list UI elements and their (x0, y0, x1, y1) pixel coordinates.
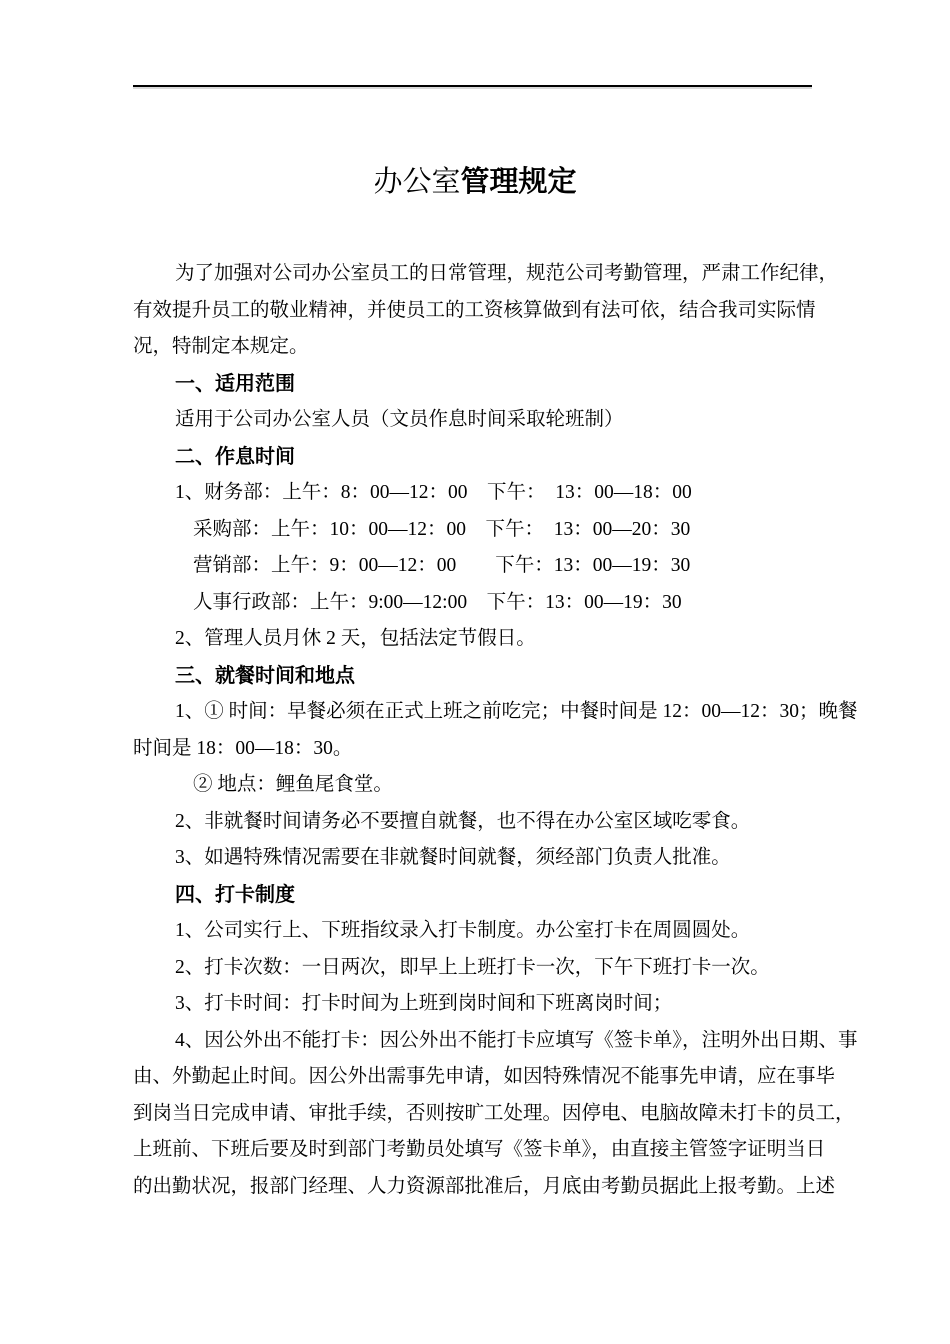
punch-rule-1: 1、公司实行上、下班指纹录入打卡制度。办公室打卡在周圆圆处。 (175, 920, 751, 941)
intro-line-1: 为了加强对公司办公室员工的日常管理，规范公司考勤管理，严肃工作纪律， (175, 263, 839, 284)
punch-rule-3: 3、打卡时间：打卡时间为上班到岗时间和下班离岗时间； (175, 993, 673, 1014)
page-title-regular-segment: 办公室 (373, 166, 461, 198)
section-heading-4: 四、打卡制度 (175, 883, 295, 906)
punch-rule-2: 2、打卡次数：一日两次，即早上上班打卡一次，下午下班打卡一次。 (175, 956, 770, 978)
punch-rule-4-line-5: 的出勤状况，报部门经理、人力资源部批准后，月底由考勤员据此上报考勤。上述 (133, 1175, 836, 1197)
meal-rule-3: 3、如遇特殊情况需要在非就餐时间就餐，须经部门负责人批准。 (175, 847, 731, 868)
meal-time-line-1: 1、① 时间：早餐必须在正式上班之前吃完；中餐时间是 12：00—12：30；晚餐 (175, 701, 858, 722)
punch-rule-4-line-4: 上班前、下班后要及时到部门考勤员处填写《签卡单》，由直接主管签字证明当日 (133, 1139, 826, 1160)
section-heading-3: 三、就餐时间和地点 (175, 664, 355, 687)
schedule-hr-admin: 人事行政部：上午：9:00—12:00 下午：13：00—19：30 (193, 591, 682, 613)
document-body (133, 256, 858, 1205)
intro-line-2: 有效提升员工的敬业精神，并使员工的工资核算做到有法可依，结合我司实际情 (133, 299, 816, 321)
punch-rule-4-line-2: 由、外勤起止时间。因公外出需事先申请，如因特殊情况不能事先申请，应在事毕 (133, 1066, 836, 1087)
meal-place: ② 地点：鲤鱼尾食堂。 (193, 774, 393, 795)
schedule-marketing: 营销部：上午：9：00—12：00 下午：13：00—19：30 (193, 555, 691, 576)
schedule-finance: 1、财务部：上午：8：00—12：00 下午： 13：00—18：00 (175, 482, 692, 503)
meal-rule-2: 2、非就餐时间请务必不要擅自就餐，也不得在办公室区域吃零食。 (175, 810, 751, 832)
page-title-bold-segment: 管理规定 (460, 166, 577, 198)
punch-rule-4-line-3: 到岗当日完成申请、审批手续，否则按旷工处理。因停电、电脑故障未打卡的员工， (133, 1102, 855, 1124)
punch-rule-4-line-1: 4、因公外出不能打卡：因公外出不能打卡应填写《签卡单》，注明外出日期、事 (175, 1029, 858, 1051)
intro-line-3: 况，特制定本规定。 (133, 336, 309, 357)
section-heading-1: 一、适用范围 (175, 372, 295, 395)
schedule-managers: 2、管理人员月休 2 天，包括法定节假日。 (175, 628, 536, 649)
page-title (0, 162, 950, 202)
schedule-purchasing: 采购部：上午：10：00—12：00 下午： 13：00—20：30 (193, 518, 691, 540)
header-rule (133, 85, 812, 87)
scope-line: 适用于公司办公室人员（文员作息时间采取轮班制） (175, 409, 624, 430)
meal-time-line-2: 时间是 18：00—18：30。 (133, 737, 353, 759)
section-heading-2: 二、作息时间 (175, 445, 295, 468)
